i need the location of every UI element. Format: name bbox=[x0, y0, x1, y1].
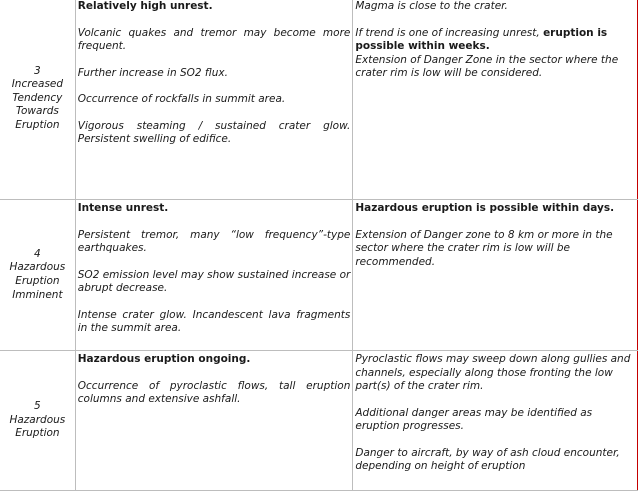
level-name-line: Imminent bbox=[12, 288, 63, 301]
interpretation-text: Magma is close to the crater. bbox=[355, 0, 508, 12]
interpretation-cell bbox=[353, 351, 638, 491]
level-name-line: Towards bbox=[15, 105, 59, 118]
interpretation-text: Pyroclastic flows may sweep down along gullies and channels, especially along those fronting the low part(s) of the crater rim. bbox=[355, 353, 631, 392]
interpretation-text: Danger to aircraft, by way of ash cloud encounter, depending on height of eruption bbox=[355, 446, 620, 472]
level-name-line: Increased bbox=[11, 78, 64, 91]
table-row-level-3 bbox=[0, 0, 638, 200]
criteria-cell bbox=[75, 200, 353, 351]
criteria-item: Vigorous steaming / sustained crater glow. Persistent swelling of edifice. bbox=[77, 119, 351, 145]
interpretation-text bbox=[355, 27, 635, 54]
level-name-line: Hazardous bbox=[9, 261, 66, 274]
interpretation-cell bbox=[353, 0, 638, 200]
table-row-level-5 bbox=[0, 351, 638, 491]
criteria-item: Further increase in SO2 flux. bbox=[77, 66, 228, 79]
table-row-level-4 bbox=[0, 200, 638, 351]
criteria-heading: Hazardous eruption ongoing. bbox=[77, 353, 251, 365]
level-number: 3 bbox=[34, 64, 41, 77]
interpretation-text: Extension of Danger zone to 8 km or more in the sector where the crater rim is low will be recommended. bbox=[355, 228, 613, 268]
level-cell bbox=[0, 351, 75, 491]
level-name-line: Eruption bbox=[15, 275, 60, 287]
criteria-item: Persistent tremor, many “low frequency”-type earthquakes. bbox=[77, 228, 351, 254]
interpretation-text-prefix: If trend is one of increasing unrest, bbox=[355, 26, 544, 39]
interpretation-cell bbox=[353, 200, 638, 351]
level-name-line: Eruption bbox=[15, 118, 60, 131]
criteria-cell bbox=[75, 351, 353, 491]
interpretation-text: Extension of Danger Zone in the sector where the crater rim is low will be considered. bbox=[355, 53, 619, 79]
level-name-line: Tendency bbox=[12, 91, 63, 104]
criteria-heading: Relatively high unrest. bbox=[77, 0, 213, 12]
interpretation-heading: Hazardous eruption is possible within days. bbox=[355, 202, 615, 214]
level-cell bbox=[0, 200, 75, 351]
interpretation-emphasis: eruption is possible within weeks. bbox=[355, 26, 608, 52]
criteria-item: SO2 emission level may show sustained increase or abrupt decrease. bbox=[77, 268, 351, 294]
criteria-item: Intense crater glow. Incandescent lava fragments in the summit area. bbox=[77, 308, 351, 334]
level-name-line: Eruption bbox=[15, 427, 60, 440]
criteria-item: Occurrence of pyroclastic flows, tall eruption columns and extensive ashfall. bbox=[77, 379, 351, 405]
level-cell bbox=[0, 0, 75, 200]
interpretation-text: Additional danger areas may be identified as eruption progresses. bbox=[355, 406, 593, 432]
level-number: 4 bbox=[34, 247, 41, 260]
criteria-item: Volcanic quakes and tremor may become more frequent. bbox=[77, 26, 351, 52]
level-number: 5 bbox=[34, 400, 41, 413]
criteria-cell bbox=[75, 0, 353, 200]
level-name-line: Hazardous bbox=[9, 413, 66, 426]
criteria-heading: Intense unrest. bbox=[77, 202, 169, 214]
criteria-item: Occurrence of rockfalls in summit area. bbox=[77, 93, 286, 105]
